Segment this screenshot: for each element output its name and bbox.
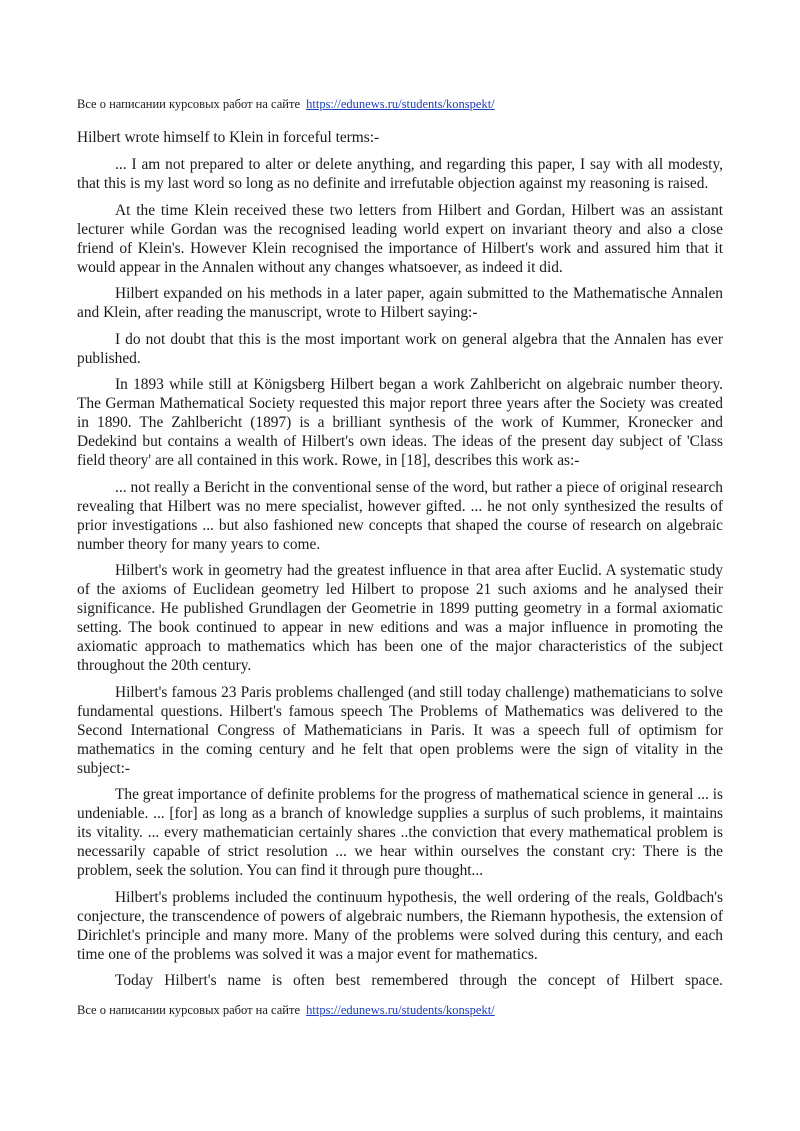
paragraph: Hilbert expanded on his methods in a later paper, again submitted to the Mathematische Annalen and Klein, after reading the manuscript, wrote to Hilbert saying:- bbox=[77, 285, 723, 321]
page-header bbox=[77, 97, 495, 112]
paragraph: Today Hilbert's name is often best remembered through the concept of Hilbert space. bbox=[115, 972, 723, 989]
header-text: Все о написании курсовых работ на сайте bbox=[77, 97, 300, 111]
quote-paragraph: ... not really a Bericht in the conventional sense of the word, but rather a piece of original research revealing that Hilbert was no mere specialist, however gifted. ... he not only synthesized the results of prior investigations ... but also fashioned new concepts that shaped the course of research on algebraic number theory for many years to come. bbox=[77, 478, 723, 553]
paragraph: Hilbert's work in geometry had the greatest influence in that area after Euclid. A systematic study of the axioms of Euclidean geometry led Hilbert to propose 21 such axioms and he analysed their significance. He published Grundlagen der Geometrie in 1899 putting geometry in a formal axiomatic setting. The book continued to appear in new editions and was a major influence in promoting the axiomatic approach to mathematics which has been one of the major characteristics of the subject throughout the 20th century. bbox=[77, 562, 723, 674]
paragraph: Hilbert's problems included the continuum hypothesis, the well ordering of the reals, Goldbach's conjecture, the transcendence of powers of algebraic numbers, the Riemann hypothesis, the extension of Dirichlet's principle and many more. Many of the problems were solved during this century, and each time one of the problems was solved it was a major event for mathematics. bbox=[77, 888, 723, 963]
header-link[interactable]: https://edunews.ru/students/konspekt/ bbox=[306, 97, 495, 111]
paragraph: Hilbert's famous 23 Paris problems challenged (and still today challenge) mathematicians to solve fundamental questions. Hilbert's famous speech The Problems of Mathematics was delivered to the Second International Congress of Mathematicians in Paris. It was a speech full of optimism for mathematics in the coming century and he felt that open problems were the sign of vitality in the subject:- bbox=[77, 683, 723, 777]
quote-paragraph: The great importance of definite problems for the progress of mathematical science in general ... is undeniable. ... [for] as long as a branch of knowledge supplies a surplus of such problems, it maintains its vitality. ... every mathematician certainly shares ..the conviction that every mathematical problem is necessarily capable of strict resolution ... we hear within ourselves the constant cry: There is the problem, seek the solution. You can find it through pure thought... bbox=[77, 786, 723, 879]
footer-text: Все о написании курсовых работ на сайте bbox=[77, 1003, 300, 1017]
paragraph: In 1893 while still at Königsberg Hilbert began a work Zahlbericht on algebraic number theory. The German Mathematical Society requested this major report three years after the Society was created in 1890. The Zahlbericht (1897) is a brilliant synthesis of the work of Kummer, Kronecker and Dedekind but contains a wealth of Hilbert's own ideas. The ideas of the present day subject of 'Class field theory' are all contained in this work. Rowe, in [18], describes this work as:- bbox=[77, 376, 723, 469]
document-body bbox=[77, 128, 723, 990]
quote-paragraph: I do not doubt that this is the most important work on general algebra that the Annalen has ever published. bbox=[77, 330, 723, 367]
page-footer bbox=[77, 1003, 495, 1018]
quote-paragraph: ... I am not prepared to alter or delete anything, and regarding this paper, I say with all modesty, that this is my last word so long as no definite and irrefutable objection against my reasoning is raised. bbox=[77, 156, 723, 192]
paragraph: Hilbert wrote himself to Klein in forceful terms:- bbox=[77, 129, 380, 146]
paragraph: At the time Klein received these two letters from Hilbert and Gordan, Hilbert was an assistant lecturer while Gordan was the recognised leading world expert on invariant theory and also a close friend of Klein's. However Klein recognised the importance of Hilbert's work and assured him that it would appear in the Annalen without any changes whatsoever, as indeed it did. bbox=[77, 201, 723, 276]
footer-link[interactable]: https://edunews.ru/students/konspekt/ bbox=[306, 1003, 495, 1017]
